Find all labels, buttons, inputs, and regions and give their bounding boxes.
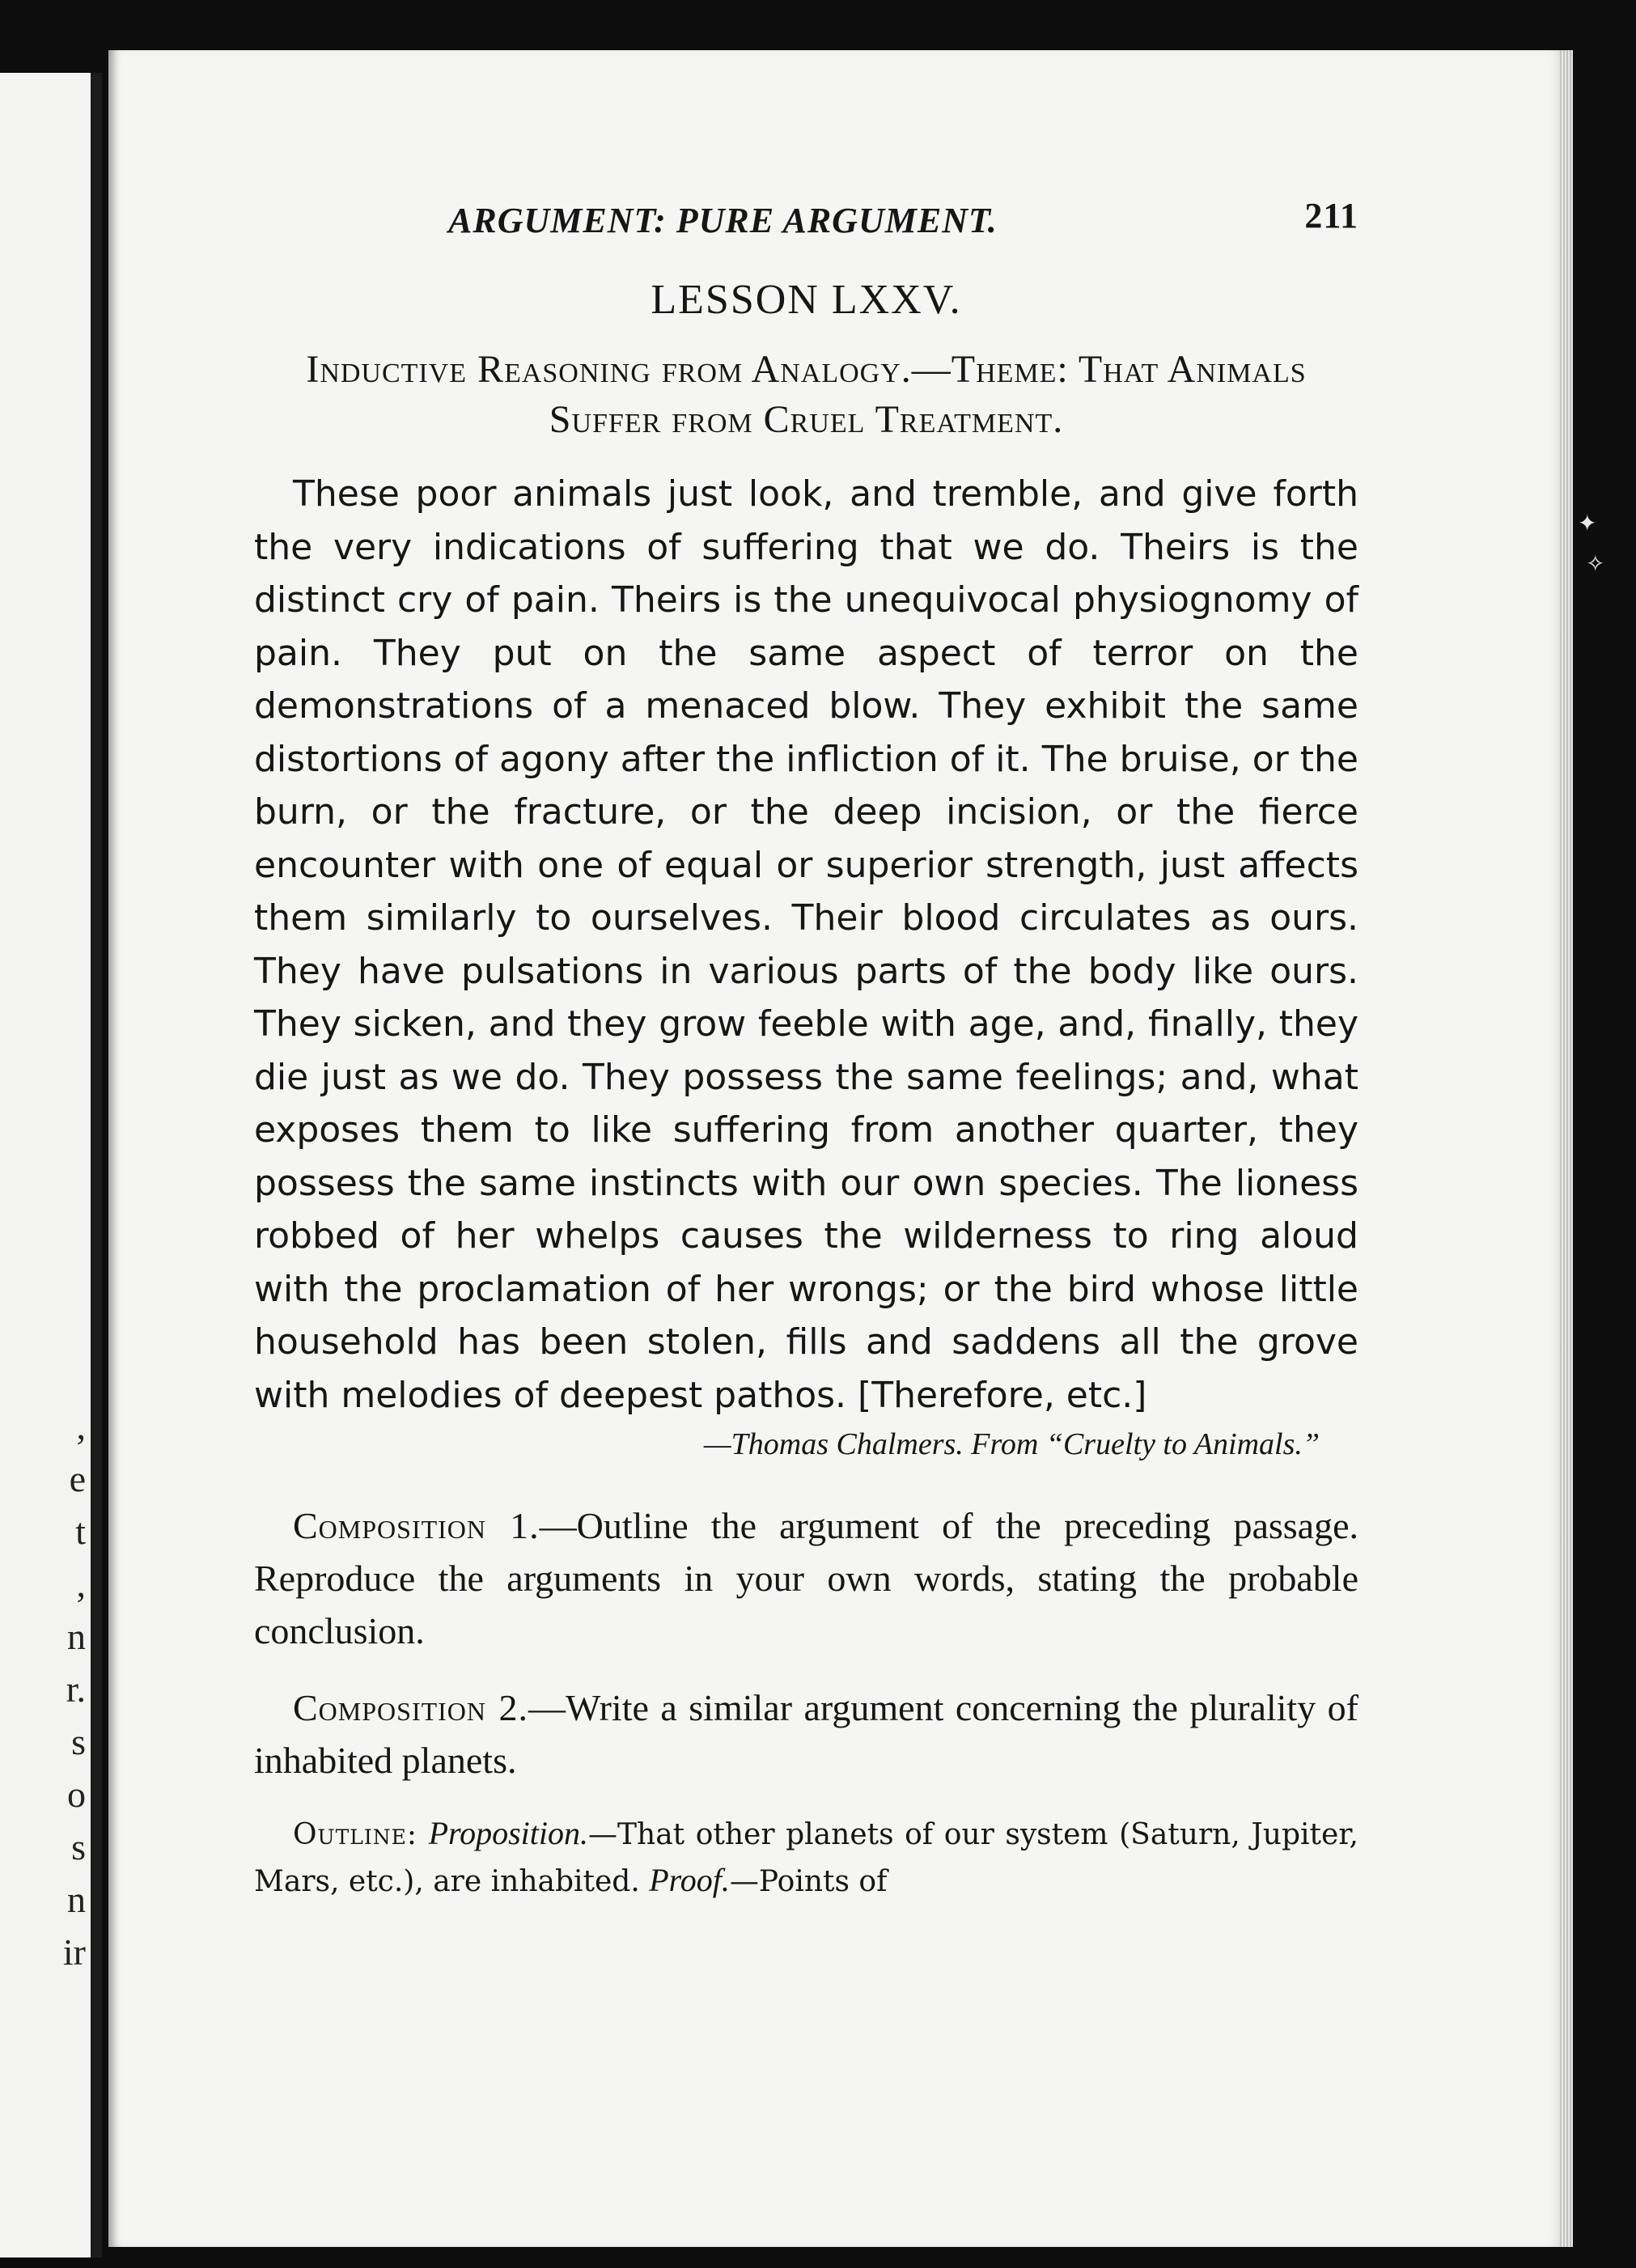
passage-paragraph: These poor animals just look, and tremble, and give forth the very indications of suffering that we do. Theirs is the distinct cry of pain. Theirs is the unequivocal physiognomy of pain. They put on the same aspect of terror on the demonstrations of a menaced blow. They exhibit the same distortions of agony after the infliction of it. The bruise, or the burn, or the fracture, or the deep incision, or the fierce encounter with one of equal or superior strength, just affects them similarly to ourselves. Their blood circulates as ours. They have pulsations in various parts of the body like ours. They sicken, and they grow feeble with age, and, finally, they die just as we do. They possess the same feelings; and, what exposes them to like suffering from another quarter, they possess the same instincts with our own species. The lioness robbed of her whelps causes the wilderness to ring aloud with the proclamation of her wrongs; or the bird whose little household has been stolen, fills and saddens all the grove with melodies of deepest pathos. [Therefore, etc.] [254,473,1358,1416]
composition-2 [254,1681,1358,1787]
page-edge-shading [1560,50,1573,2247]
book-page [108,50,1573,2247]
page-number: 211 [1304,196,1358,235]
left-page-fragment: , [76,1563,86,1605]
passage-attribution: —Thomas Chalmers. From “Cruelty to Animals.” [703,1427,1320,1461]
left-page-fragment: r. [66,1668,86,1710]
composition-1 [254,1499,1358,1657]
dust-speck: ✦ [1578,510,1597,536]
composition-label: Composition 2. [293,1687,529,1728]
proposition-text: —That other planets of our system (Saturn, Jupiter, Mars, etc.), are inhabited. [254,1818,1358,1898]
proposition-label: Proposition. [428,1815,588,1851]
composition-label: Composition 1. [293,1505,540,1546]
left-page-fragment: , [76,1405,86,1447]
left-page-fragment: n [67,1879,86,1920]
left-facing-page [0,73,102,2257]
left-page-fragment: n [67,1616,86,1657]
outline-paragraph [254,1811,1358,1905]
left-page-fragment: s [71,1721,86,1762]
composition-text: —Outline the argument of the preceding passage. Reproduce the arguments in your own words, stating the probable conclusion. [254,1505,1358,1651]
left-page-fragment: s [71,1826,86,1867]
lesson-title: LESSON LXXV. [651,277,962,323]
left-page-fragment: t [75,1511,86,1552]
running-header [254,196,1358,265]
left-page-fragment: e [69,1458,86,1499]
dust-speck: ✧ [1586,550,1605,577]
running-title: ARGUMENT: PURE ARGUMENT. [448,201,998,240]
lesson-subtitle: Inductive Reasoning from Analogy.—Theme: That Animals Suffer from Cruel Treatment. [306,348,1307,441]
proof-text: —Points of [729,1865,888,1898]
page-content [254,196,1359,1905]
left-page-fragment: o [67,1774,86,1815]
composition-text: —Write a similar argument concerning the plurality of inhabited planets. [254,1687,1359,1781]
outline-label: Outline: [293,1818,417,1851]
proof-label: Proof. [649,1862,730,1898]
left-page-fragment: ir [62,1931,86,1973]
